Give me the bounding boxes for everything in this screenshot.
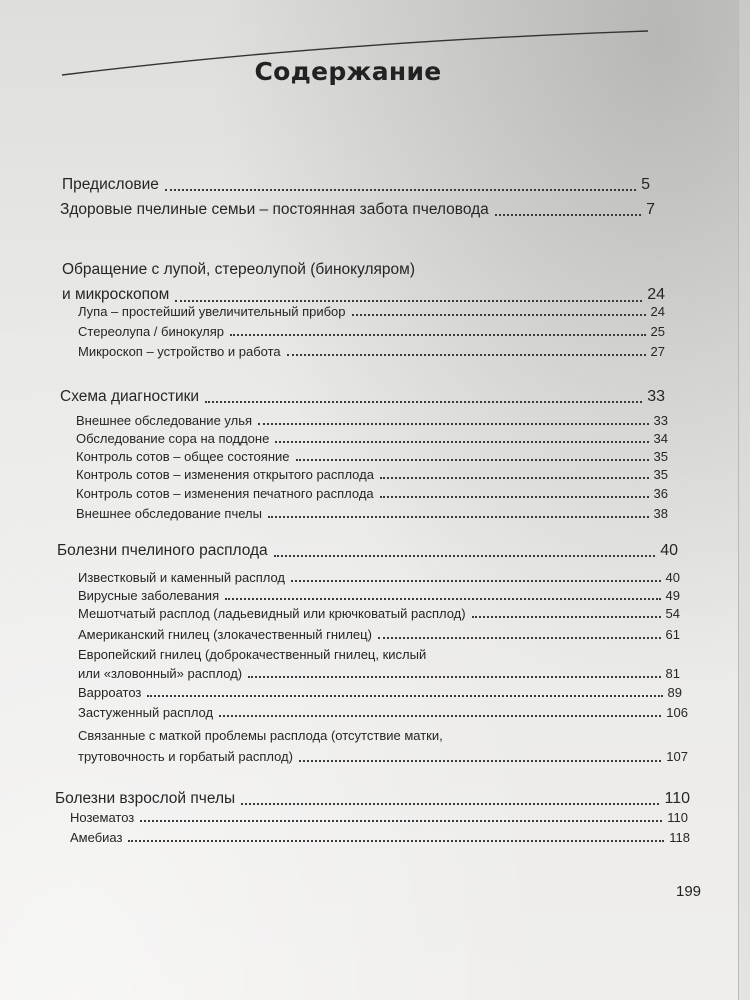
toc-subentry-page: 107 — [666, 749, 688, 764]
toc-entry-page: 110 — [664, 790, 690, 807]
dot-leader — [128, 840, 664, 842]
toc-entry-preface — [62, 174, 650, 196]
toc-subentry-label-line1: Европейский гнилец (доброкачественный гнилец, кислый — [78, 647, 427, 662]
toc-subentry — [78, 322, 665, 341]
dot-leader — [287, 354, 646, 356]
toc-subentry — [78, 625, 680, 644]
toc-subentry — [78, 683, 682, 702]
toc-subentry-page: 40 — [665, 570, 680, 585]
toc-entry-page: 24 — [647, 286, 665, 303]
dot-leader — [147, 695, 662, 697]
toc-entry-magnifiers — [62, 257, 665, 307]
toc-subentry-page: 81 — [665, 666, 680, 681]
toc-entry-healthy-colonies — [60, 199, 655, 221]
toc-subentry-label: Варроатоз — [78, 685, 142, 700]
toc-entry-diagnostics — [60, 386, 665, 408]
page-number: 199 — [676, 883, 702, 900]
dot-leader — [248, 676, 660, 678]
toc-subentry-page: 33 — [653, 413, 668, 428]
toc-subentry-label: Застуженный расплод — [78, 705, 214, 720]
toc-entry-label: Болезни пчелиного расплода — [57, 542, 268, 559]
toc-subentry-page: 35 — [653, 449, 668, 464]
toc-subentry-page: 25 — [650, 324, 665, 339]
dot-leader — [380, 477, 649, 479]
toc-entry-label-line1: Обращение с лупой, стереолупой (бинокуляром) — [62, 261, 415, 278]
toc-entry-brood-diseases — [57, 540, 678, 562]
toc-subentry-label: Стереолупа / бинокуляр — [78, 324, 225, 339]
toc-subentry-page: 54 — [665, 606, 680, 621]
toc-subentry — [78, 703, 688, 722]
toc-subentry-page: 27 — [650, 344, 665, 359]
toc-subentry — [76, 504, 668, 523]
toc-subentry-label: Известковый и каменный расплод — [78, 570, 286, 585]
dot-leader — [274, 555, 656, 557]
toc-subentry-label: Вирусные заболевания — [78, 588, 220, 603]
dot-leader — [140, 820, 662, 822]
toc-subentry-label: Обследование сора на поддоне — [76, 431, 270, 446]
toc-subentry-label: Амебиаз — [70, 830, 123, 845]
toc-subentry-page: 61 — [665, 627, 680, 642]
toc-subentry-label: Американский гнилец (злокачественный гнилец) — [78, 627, 372, 642]
toc-subentry-page: 106 — [666, 705, 688, 720]
toc-subentry-label-line1: Связанные с маткой проблемы расплода (отсутствие матки, — [78, 728, 443, 743]
toc-subentry — [78, 604, 680, 623]
toc-subentry-label: Внешнее обследование улья — [76, 413, 253, 428]
toc-subentry-label: Лупа – простейший увеличительный прибор — [78, 304, 346, 319]
toc-subentry — [76, 429, 668, 448]
dot-leader — [275, 441, 648, 443]
dot-leader — [165, 189, 636, 191]
toc-subentry-page: 110 — [667, 810, 688, 825]
toc-subentry-label: Контроль сотов – общее состояние — [76, 449, 290, 464]
toc-subentry-page: 89 — [667, 685, 682, 700]
toc-subentry-label: Мешотчатый расплод (ладьевидный или крючковатый расплод) — [78, 606, 466, 621]
toc-entry-label-line2: и микроскопом — [62, 286, 170, 303]
toc-subentry-label: Контроль сотов – изменения открытого расплода — [76, 467, 374, 482]
dot-leader — [495, 214, 641, 216]
dot-leader — [352, 314, 646, 316]
dot-leader — [225, 598, 660, 600]
toc-subentry-page: 38 — [653, 506, 668, 521]
toc-subentry — [76, 465, 668, 484]
toc-subentry-page: 49 — [665, 588, 680, 603]
toc-subentry — [76, 411, 668, 430]
toc-subentry-label: Микроскоп – устройство и работа — [78, 344, 281, 359]
dot-leader — [380, 496, 649, 498]
toc-subentry — [78, 586, 680, 605]
toc-subentry — [76, 447, 668, 466]
toc-entry-page: 40 — [660, 542, 678, 559]
dot-leader — [219, 715, 661, 717]
dot-leader — [205, 401, 642, 403]
dot-leader — [230, 334, 645, 336]
toc-subentry-page: 36 — [653, 486, 668, 501]
toc-entry-page: 5 — [641, 176, 650, 193]
toc-subentry-label-line2: трутовочность и горбатый расплод) — [78, 749, 293, 764]
toc-entry-label: Болезни взрослой пчелы — [55, 790, 236, 807]
toc-subentry-page: 34 — [653, 431, 668, 446]
dot-leader — [268, 516, 649, 518]
toc-subentry-page: 35 — [653, 467, 668, 482]
dot-leader — [291, 580, 661, 582]
toc-subentry-label-line2: или «зловонный» расплод) — [78, 666, 243, 681]
dot-leader — [258, 423, 649, 425]
dot-leader — [241, 803, 659, 805]
toc-subentry-page: 24 — [650, 304, 665, 319]
toc-subentry-label: Контроль сотов – изменения печатного расплода — [76, 486, 374, 501]
dot-leader — [299, 760, 661, 762]
toc-entry-label: Здоровые пчелиные семьи – постоянная забота пчеловода — [60, 201, 489, 218]
toc-subentry-label: Внешнее обследование пчелы — [76, 506, 262, 521]
toc-subentry — [78, 645, 680, 683]
toc-entry-label: Схема диагностики — [60, 388, 200, 405]
adjacent-page-edge — [738, 0, 750, 1000]
dot-leader — [472, 616, 661, 618]
toc-subentry — [76, 484, 668, 503]
page-title: Содержание — [254, 57, 442, 86]
toc-entry-page: 33 — [647, 388, 665, 405]
toc-subentry-label: Нозематоз — [70, 810, 135, 825]
dot-leader — [296, 459, 649, 461]
toc-entry-label: Предисловие — [62, 176, 159, 193]
toc-subentry — [70, 828, 690, 847]
toc-subentry — [70, 808, 688, 827]
toc-subentry — [78, 568, 680, 587]
toc-subentry — [78, 725, 688, 767]
toc-subentry-page: 118 — [669, 830, 690, 845]
toc-entry-adult-bee-diseases — [55, 788, 690, 810]
toc-subentry — [78, 302, 665, 321]
toc-entry-page: 7 — [646, 201, 655, 218]
dot-leader — [378, 637, 661, 639]
toc-subentry — [78, 342, 665, 361]
